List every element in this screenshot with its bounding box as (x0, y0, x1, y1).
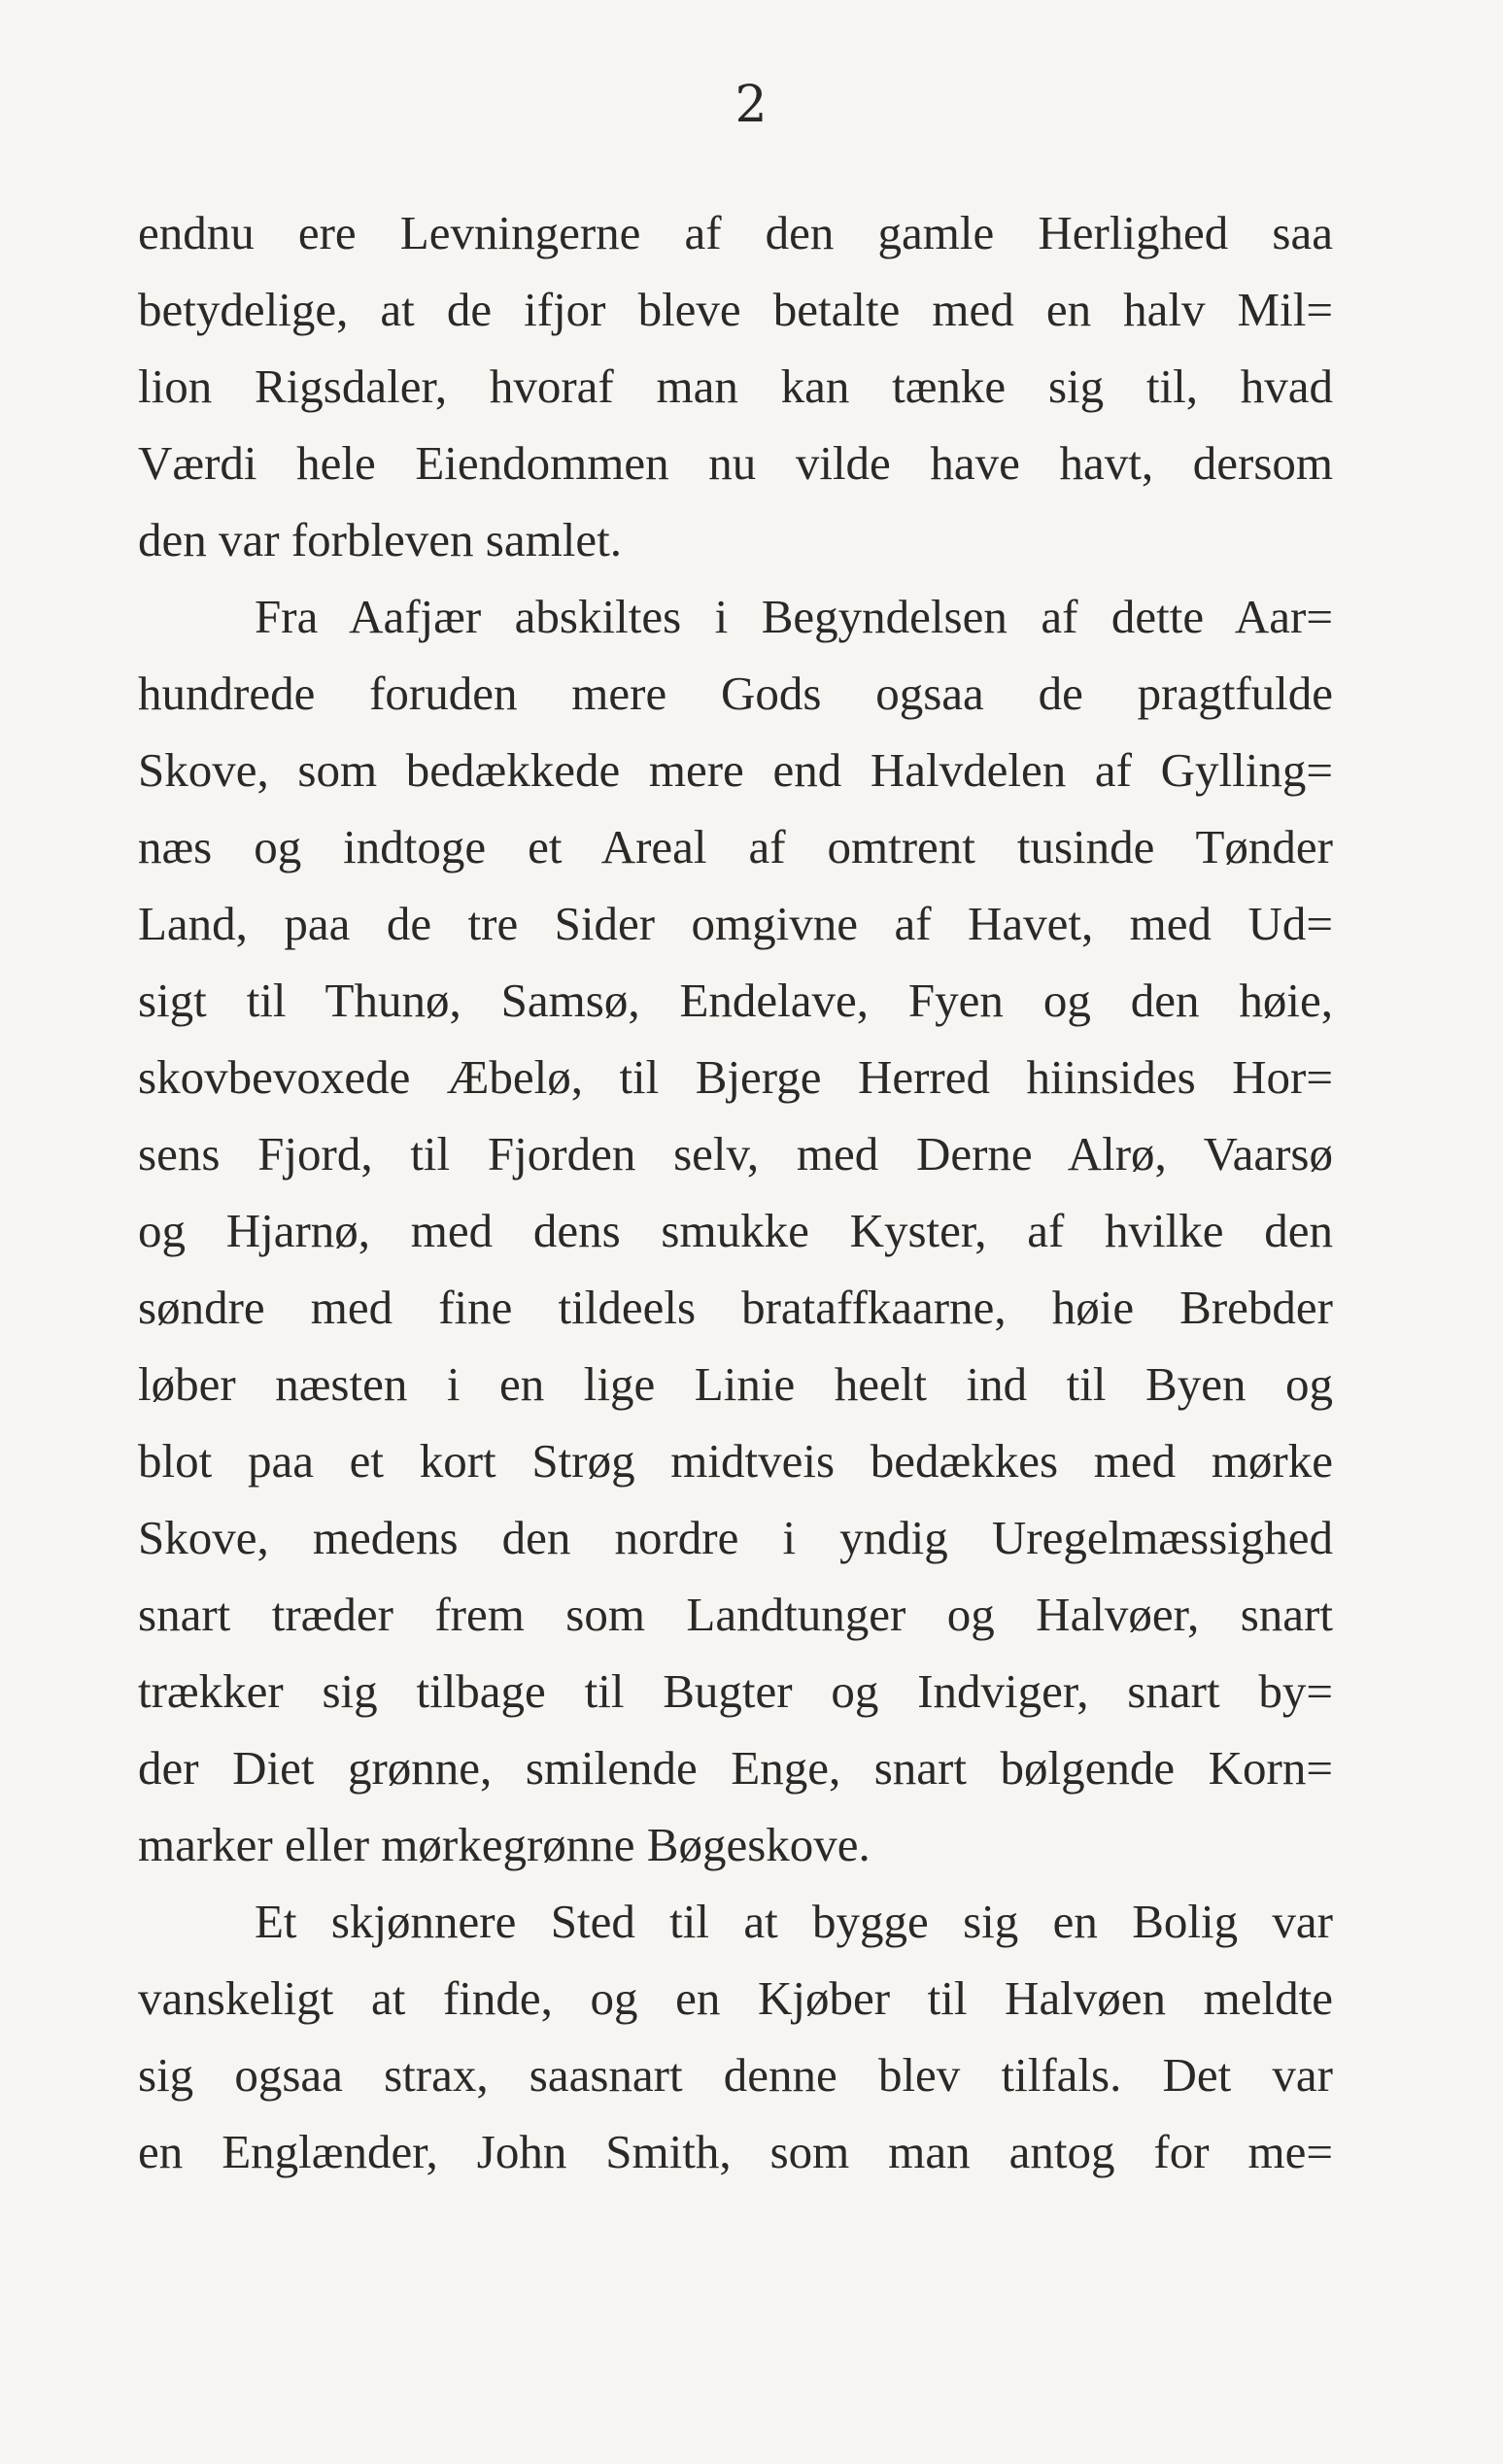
text-line: søndre med fine tildeels brataffkaarne, høie Brebder (138, 1281, 1333, 1334)
text-line: blot paa et kort Strøg midtveis bedækkes med mørke (138, 1434, 1333, 1488)
body-text (138, 194, 1333, 2190)
text-line: lion Rigsdaler, hvoraf man kan tænke sig til, hvad (138, 359, 1333, 413)
text-line: vanskeligt at finde, og en Kjøber til Halvøen meldte (138, 1971, 1333, 2025)
text-line: næs og indtoge et Areal af omtrent tusinde Tønder (138, 820, 1333, 873)
text-line: trækker sig tilbage til Bugter og Indviger, snart by= (138, 1664, 1333, 1718)
page-number: 2 (734, 76, 769, 134)
text-line: betydelige, at de ifjor bleve betalte med en halv Mil= (138, 283, 1333, 336)
text-line: endnu ere Levningerne af den gamle Herlighed saa (138, 206, 1333, 259)
text-line: Land, paa de tre Sider omgivne af Havet, med Ud= (138, 897, 1333, 950)
text-line-paragraph-start: Fra Aafjær abskiltes i Begyndelsen af dette Aar= (255, 590, 1333, 643)
text-line: snart træder frem som Landtunger og Halvøer, snart (138, 1588, 1333, 1641)
text-line: der Diet grønne, smilende Enge, snart bølgende Korn= (138, 1741, 1333, 1795)
text-line: og Hjarnø, med dens smukke Kyster, af hvilke den (138, 1204, 1333, 1257)
text-line: skovbevoxede Æbelø, til Bjerge Herred hiinsides Hor= (138, 1050, 1333, 1104)
text-line: sigt til Thunø, Samsø, Endelave, Fyen og den høie, (138, 974, 1333, 1027)
text-line: marker eller mørkegrønne Bøgeskove. (138, 1818, 871, 1871)
text-line: en Englænder, John Smith, som man antog for me= (138, 2125, 1333, 2178)
text-line-paragraph-start: Et skjønnere Sted til at bygge sig en Bolig var (255, 1895, 1333, 1948)
text-line: Værdi hele Eiendommen nu vilde have havt, dersom (138, 436, 1333, 490)
text-line: sens Fjord, til Fjorden selv, med Derne Alrø, Vaarsø (138, 1127, 1333, 1181)
text-line: løber næsten i en lige Linie heelt ind til Byen og (138, 1357, 1333, 1411)
text-line: Skove, medens den nordre i yndig Uregelmæssighed (138, 1511, 1333, 1564)
text-line: hundrede foruden mere Gods ogsaa de pragtfulde (138, 667, 1333, 720)
text-line: Skove, som bedækkede mere end Halvdelen af Gylling= (138, 743, 1333, 797)
text-line: sig ogsaa strax, saasnart denne blev tilfals. Det var (138, 2048, 1333, 2102)
text-line: den var forbleven samlet. (138, 513, 622, 566)
